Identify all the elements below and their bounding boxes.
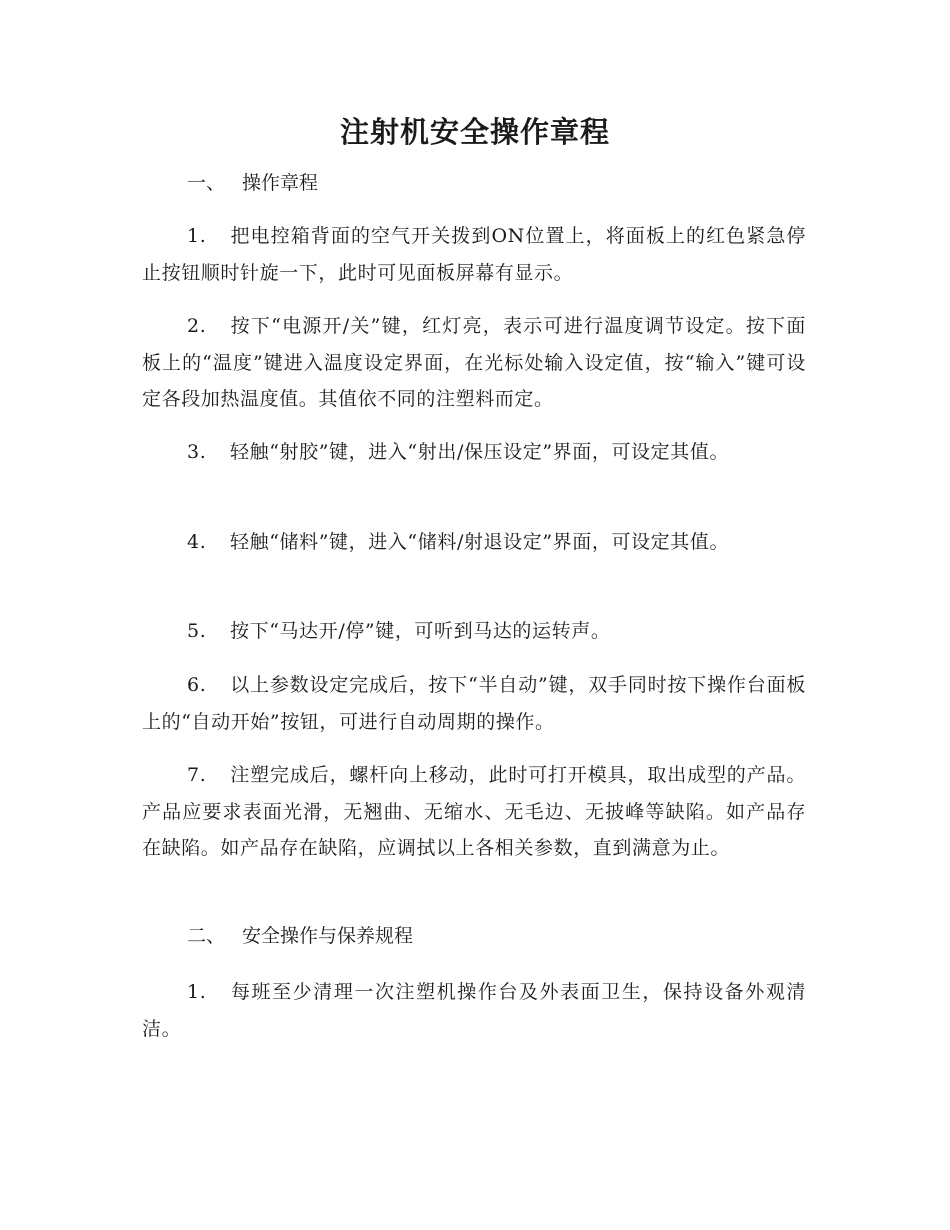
list-item [142,434,806,471]
item-number: 4. [187,531,207,553]
section-title: 安全操作与保养规程 [242,925,414,947]
list-item [142,667,806,740]
item-number: 1. [187,225,207,247]
section-title: 操作章程 [242,172,319,194]
item-text: 注塑完成后，螺杆向上移动，此时可打开模具，取出成型的产品。产品应要求表面光滑，无翘曲、无缩水、无毛边、无披峰等缺陷。如产品存在缺陷。如产品存在缺陷，应调拭以上各相关参数，直到满意为止。 [142,764,806,859]
section-heading-safety [187,922,413,950]
item-text: 把电控箱背面的空气开关拨到ON位置上，将面板上的红色紧急停止按钮顺时针旋一下，此时可见面板屏幕有显示。 [142,225,806,284]
item-number: 6. [187,674,207,696]
document-title: 注射机安全操作章程 [339,115,610,149]
item-text: 每班至少清理一次注塑机操作台及外表面卫生，保持设备外观清洁。 [142,981,806,1040]
list-item [142,308,806,418]
item-text: 按下“马达开/停”键，可听到马达的运转声。 [230,620,611,642]
section-number: 一、 [187,172,226,194]
item-number: 2. [187,315,207,337]
item-number: 7. [187,764,207,786]
list-item [142,218,806,291]
section-number: 二、 [187,925,226,947]
list-item [142,524,806,561]
list-item [142,613,806,650]
item-text: 轻触“射胶”键，进入“射出/保压设定”界面，可设定其值。 [230,441,730,463]
item-number: 1. [187,981,207,1003]
item-text: 按下“电源开/关”键，红灯亮，表示可进行温度调节设定。按下面板上的“温度”键进入温度设定界面，在光标处输入设定值，按“输入”键可设定各段加热温度值。其值依不同的注塑料而定。 [142,315,806,410]
item-number: 5. [187,620,207,642]
item-number: 3. [187,441,207,463]
section-heading-operation [187,169,318,197]
list-item [142,757,806,867]
list-item [142,974,806,1047]
item-text: 以上参数设定完成后，按下“半自动”键，双手同时按下操作台面板上的“自动开始”按钮，可进行自动周期的操作。 [142,674,806,733]
item-text: 轻触“储料”键，进入“储料/射退设定”界面，可设定其值。 [230,531,730,553]
